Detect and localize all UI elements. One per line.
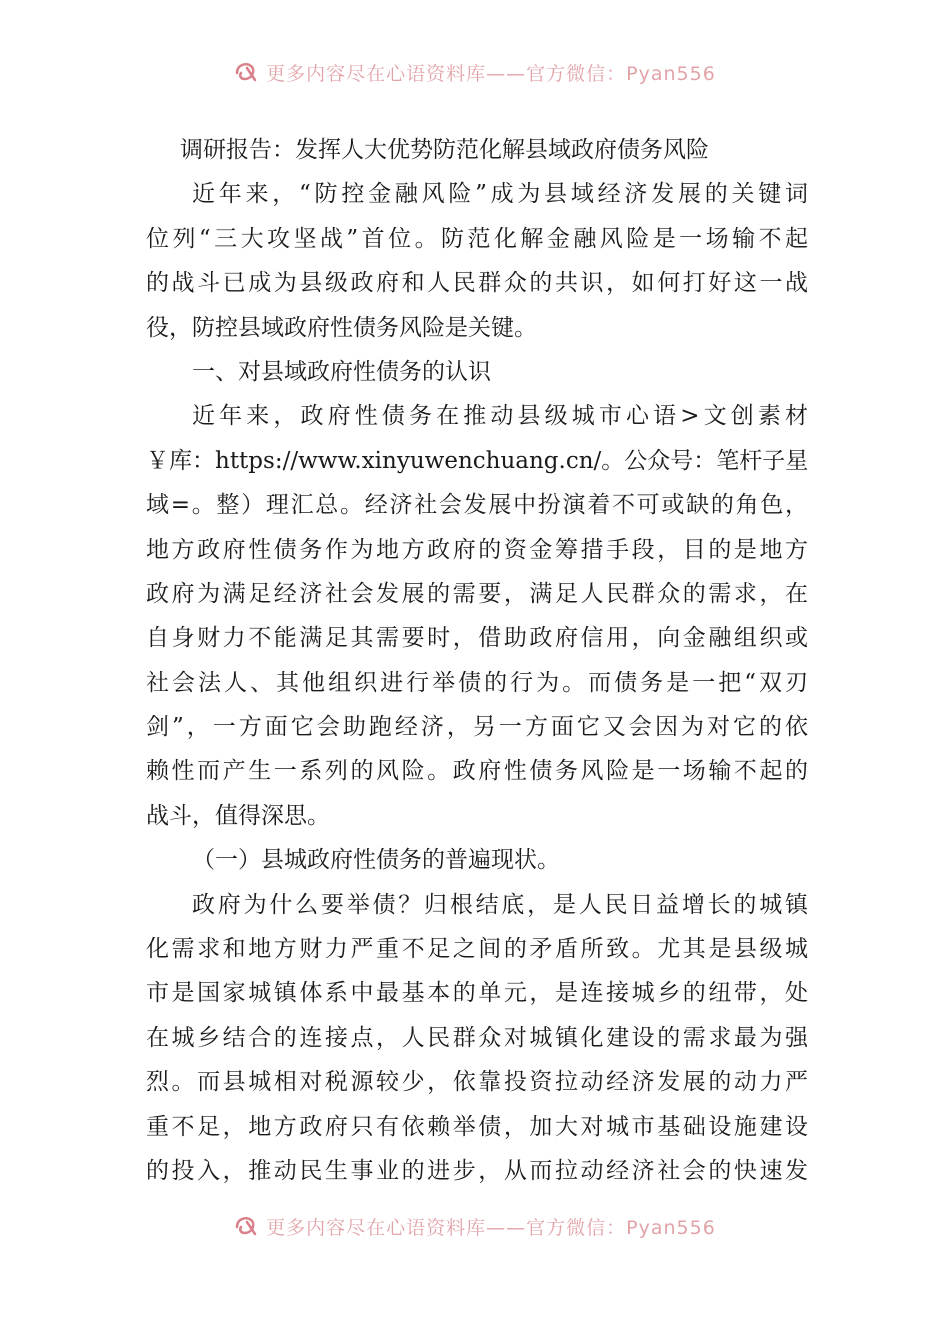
paragraph-line: 烈。而县城相对税源较少，依靠投资拉动经济发展的动力严 [146, 1069, 808, 1096]
paragraph-line: 市是国家城镇体系中最基本的单元，是连接城乡的纽带，处 [146, 980, 808, 1007]
paragraph-line: 役，防控县域政府性债务风险是关键。 [146, 314, 537, 341]
paragraph-line: 赖性而产生一系列的风险。政府性债务风险是一场输不起的 [146, 758, 808, 785]
paragraph-line: 域=。整）理汇总。经济社会发展中扮演着不可或缺的角色， [146, 492, 808, 519]
section-heading: 一、对县域政府性债务的认识 [192, 358, 491, 385]
paragraph-line: 政府为什么要举债？归根结底，是人民日益增长的城镇 [192, 891, 808, 918]
document-body [146, 128, 808, 1193]
paragraph-line: 位列“三大攻坚战”首位。防范化解金融风险是一场输不起 [146, 225, 808, 252]
paragraph-line: 剑”，一方面它会助跑经济，另一方面它又会因为对它的依 [146, 714, 808, 741]
paragraph-line: 化需求和地方财力严重不足之间的矛盾所致。尤其是县级城 [146, 936, 808, 963]
paragraph-line: 自身财力不能满足其需要时，借助政府信用，向金融组织或 [146, 625, 808, 652]
document-title: 调研报告：发挥人大优势防范化解县域政府债务风险 [180, 137, 709, 163]
paragraph-line: 政府为满足经济社会发展的需要，满足人民群众的需求，在 [146, 580, 808, 607]
paragraph-line: 重不足，地方政府只有依赖举债，加大对城市基础设施建设 [146, 1113, 808, 1140]
watermark-header [0, 52, 950, 92]
paragraph-line: 战斗，值得深思。 [146, 802, 330, 829]
paragraph-line: ￥库：https://www.xinyuwenchuang.cn/。公众号：笔杆子星 [146, 447, 808, 474]
paragraph-line: 社会法人、其他组织进行举债的行为。而债务是一把“双刃 [146, 669, 808, 696]
watermark-logo-icon [234, 1213, 260, 1239]
paragraph-line: 近年来，“防控金融风险”成为县域经济发展的关键词 [192, 181, 808, 208]
subsection-heading: （一）县城政府性债务的普遍现状。 [192, 847, 560, 874]
paragraph-line: 的投入，推动民生事业的进步，从而拉动经济社会的快速发 [146, 1157, 808, 1184]
watermark-text: 更多内容尽在心语资料库——官方微信：Pyan556 [266, 1216, 716, 1239]
paragraph-line: 在城乡结合的连接点，人民群众对城镇化建设的需求最为强 [146, 1024, 808, 1051]
watermark-text: 更多内容尽在心语资料库——官方微信：Pyan556 [266, 62, 716, 85]
paragraph-line: 地方政府性债务作为地方政府的资金筹措手段，目的是地方 [146, 536, 808, 563]
watermark-footer [0, 1206, 950, 1246]
watermark-logo-icon [234, 59, 260, 85]
paragraph-line: 近年来，政府性债务在推动县级城市心语>文创素材 [192, 403, 808, 430]
paragraph-line: 的战斗已成为县级政府和人民群众的共识，如何打好这一战 [146, 270, 808, 297]
